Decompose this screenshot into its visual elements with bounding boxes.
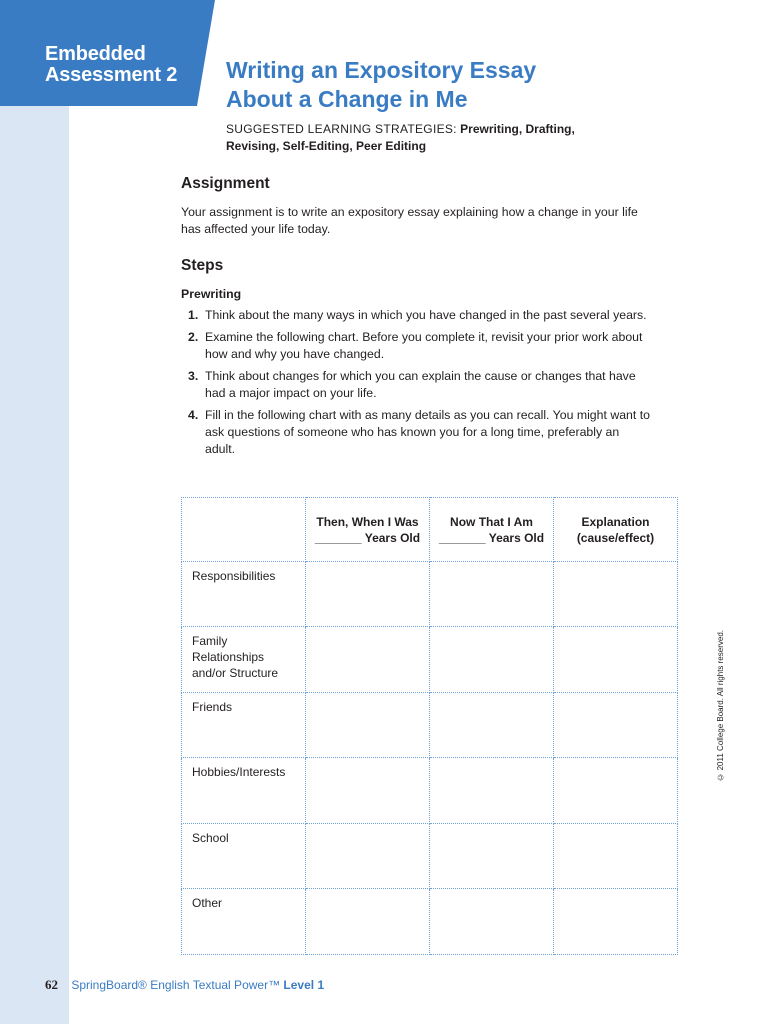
page-title — [226, 56, 706, 114]
step-item — [181, 329, 651, 363]
answer-cell[interactable] — [430, 627, 554, 693]
step-text: Think about changes for which you can explain the cause or changes that have had a major impact on your life. — [205, 369, 636, 400]
learning-strategies — [226, 121, 646, 154]
prewriting-subheading: Prewriting — [181, 287, 242, 301]
page-footer — [45, 977, 324, 993]
change-chart — [181, 497, 678, 955]
answer-cell[interactable] — [554, 758, 678, 824]
answer-cell[interactable] — [554, 562, 678, 627]
row-label-school: School — [182, 824, 306, 889]
step-item — [181, 307, 651, 324]
strategies-lead: SUGGESTED LEARNING STRATEGIES: — [226, 122, 457, 136]
assignment-heading: Assignment — [181, 175, 270, 192]
row-label-responsibilities: Responsibilities — [182, 562, 306, 627]
table-row — [182, 693, 678, 758]
assignment-text: Your assignment is to write an expository essay explaining how a change in your life has affected your life today. — [181, 205, 638, 236]
page-title-line2: About a Change in Me — [226, 86, 468, 112]
row-label-friends: Friends — [182, 693, 306, 758]
answer-cell[interactable] — [430, 758, 554, 824]
answer-cell[interactable] — [554, 627, 678, 693]
strategies-list-2: Revising, Self-Editing, Peer Editing — [226, 138, 427, 153]
answer-cell[interactable] — [430, 824, 554, 889]
table-row — [182, 824, 678, 889]
answer-cell[interactable] — [554, 824, 678, 889]
answer-cell[interactable] — [306, 693, 430, 758]
table-row — [182, 889, 678, 955]
left-margin-band — [0, 0, 69, 1024]
answer-cell[interactable] — [430, 693, 554, 758]
answer-cell[interactable] — [430, 562, 554, 627]
chart-header-explanation: Explanation (cause/effect) — [554, 498, 678, 562]
step-text: Think about the many ways in which you have changed in the past several years. — [205, 308, 647, 322]
table-row — [182, 627, 678, 693]
row-label-other: Other — [182, 889, 306, 955]
step-text: Examine the following chart. Before you complete it, revisit your prior work about how and why you have changed. — [205, 330, 643, 361]
step-number: 4. — [188, 408, 199, 422]
step-number: 3. — [188, 369, 199, 383]
page-number: 62 — [45, 977, 58, 992]
table-row — [182, 758, 678, 824]
chart-header-blank — [182, 498, 306, 562]
answer-cell[interactable] — [554, 889, 678, 955]
steps-heading: Steps — [181, 257, 224, 274]
answer-cell[interactable] — [554, 693, 678, 758]
chart-header-now: Now That I Am _______ Years Old — [430, 498, 554, 562]
row-label-family: Family Relationships and/or Structure — [182, 627, 306, 693]
answer-cell[interactable] — [306, 824, 430, 889]
step-item — [181, 407, 651, 458]
step-item — [181, 368, 651, 402]
row-label-hobbies: Hobbies/Interests — [182, 758, 306, 824]
answer-cell[interactable] — [430, 889, 554, 955]
table-row — [182, 562, 678, 627]
step-number: 1. — [188, 308, 199, 322]
footer-level: Level 1 — [283, 978, 325, 992]
page-title-line1: Writing an Expository Essay — [226, 57, 537, 83]
step-text: Fill in the following chart with as many details as you can recall. You might want to ask questions of someone who has known you for a long time, preferably an adult. — [205, 408, 650, 456]
answer-cell[interactable] — [306, 627, 430, 693]
answer-cell[interactable] — [306, 562, 430, 627]
step-number: 2. — [188, 330, 199, 344]
footer-brand: SpringBoard® English Textual Power™ — [71, 978, 281, 992]
main-content — [181, 174, 651, 463]
copyright-notice: © 2011 College Board. All rights reserved. — [716, 630, 725, 782]
assessment-label-line2: Assessment 2 — [45, 64, 178, 86]
assessment-label — [45, 44, 177, 86]
assessment-label-line1: Embedded — [45, 43, 146, 65]
chart-header-row — [182, 498, 678, 562]
steps-list — [181, 307, 651, 458]
chart-header-then: Then, When I Was _______ Years Old — [306, 498, 430, 562]
answer-cell[interactable] — [306, 889, 430, 955]
strategies-list: Prewriting, Drafting, — [460, 122, 575, 136]
answer-cell[interactable] — [306, 758, 430, 824]
